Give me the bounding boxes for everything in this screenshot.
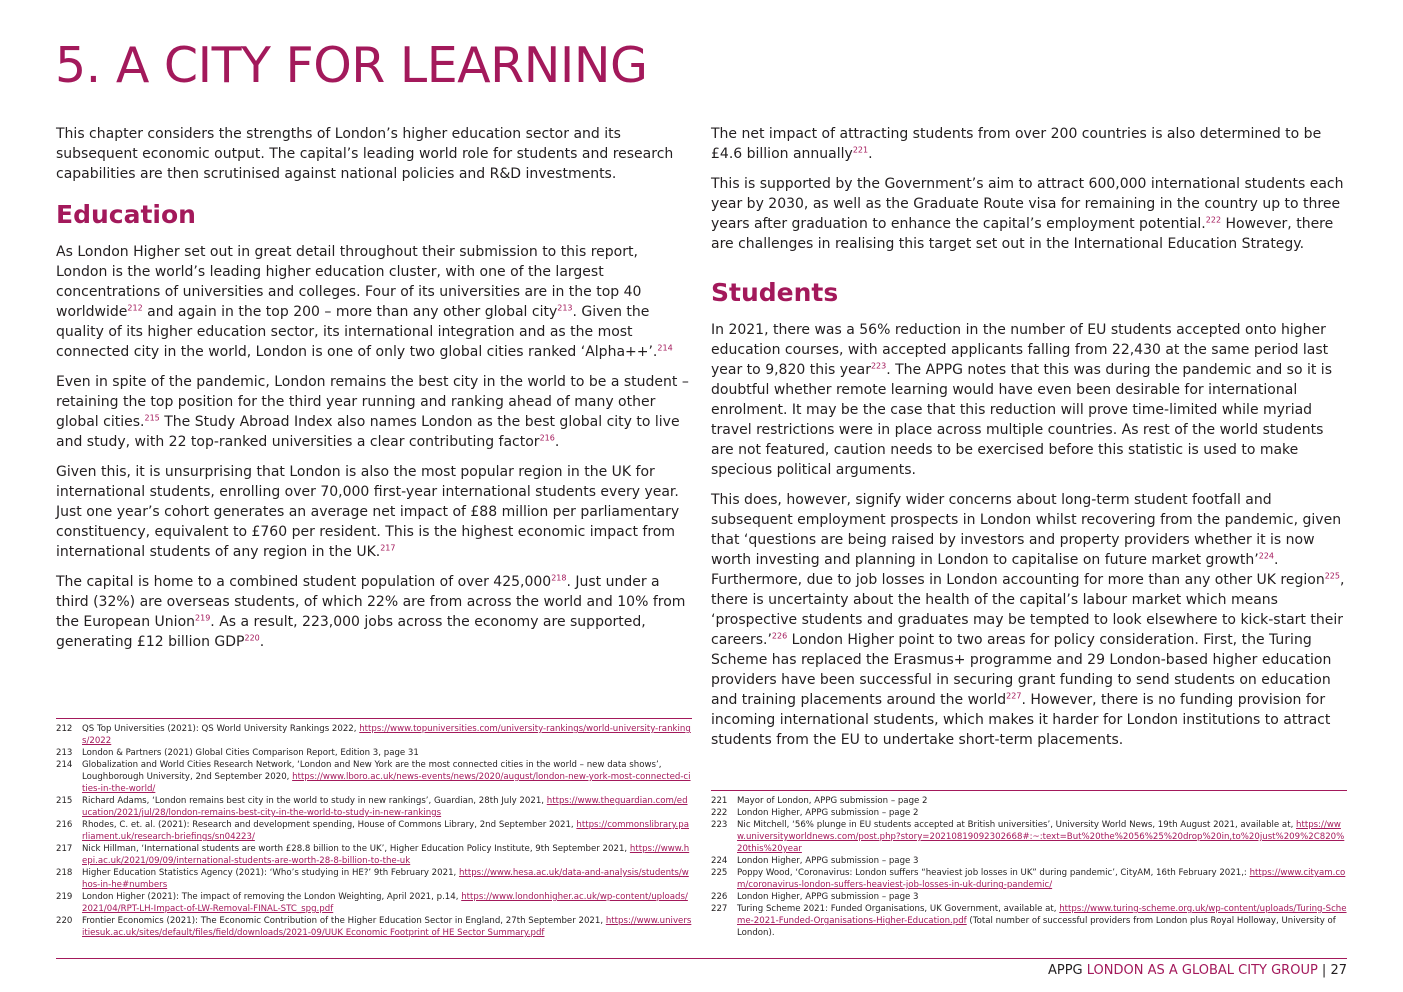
footnote-number: 212 bbox=[56, 724, 73, 734]
right-paragraph-1: The net impact of attracting students from over 200 countries is also determined to be £4.6 billion annually$^{221}$. bbox=[711, 126, 1322, 162]
footnote-link[interactable]: https://www.universitiesuk.ac.uk/sites/default/files/field/downloads/2021-09/UUK Economic Footprint of HE Sector Summary.pdf bbox=[82, 916, 692, 938]
footnote-ref[interactable]: 224 bbox=[1258, 551, 1275, 561]
footnote-ref[interactable]: 213 bbox=[557, 303, 573, 313]
footnote-link[interactable]: https://www.londonhigher.ac.uk/wp-content/uploads/2021/04/RPT-LH-Impact-of-LW-Removal-FINAL-STC_spg.pdf bbox=[82, 892, 688, 914]
footnote bbox=[711, 819, 1347, 855]
footnote-number: 219 bbox=[56, 892, 73, 902]
footnote bbox=[56, 843, 692, 867]
footnote-text: London & Partners (2021) Global Cities Comparison Report, Edition 3, page 31 bbox=[82, 748, 419, 758]
footnote-text: London Higher, APPG submission – page 2 bbox=[737, 808, 919, 818]
footnote-number: 227 bbox=[711, 904, 728, 914]
footnote bbox=[56, 915, 692, 939]
footnote-link[interactable]: https://commonslibrary.parliament.uk/research-briefings/sn04223/ bbox=[82, 820, 689, 842]
footnotes-right bbox=[711, 790, 1347, 939]
footnote-text: Globalization and World Cities Research Network, ‘London and New York are the most connected cities in the world – new data shows’, Loughborough University, 2nd September 2020, https://www.lboro.ac.uk/news-events/news/2020/august/london-new-york-most-connected-cities-in-the-world/ bbox=[82, 760, 691, 794]
footnote-text: Mayor of London, APPG submission – page 2 bbox=[737, 796, 928, 806]
footnote-ref[interactable]: 216 bbox=[539, 433, 555, 443]
footnote bbox=[711, 903, 1347, 939]
footnote-number: 213 bbox=[56, 748, 73, 758]
footnote-ref[interactable]: 219 bbox=[195, 613, 211, 623]
right-column bbox=[711, 124, 1347, 760]
footnote-text: Frontier Economics (2021): The Economic Contribution of the Higher Education Sector in England, 27th September 2021, https://www.universitiesuk.ac.uk/sites/default/files/field/downloads/2021-09/UUK Economic Footprint of HE Sector Summary.pdf bbox=[82, 916, 692, 938]
footnote bbox=[711, 891, 1347, 903]
footnote-text: Turing Scheme 2021: Funded Organisations, UK Government, available at, https://www.turing-scheme.org.uk/wp-content/uploads/Turing-Scheme-2021-Funded-Organisations-Higher-Education.pdf (Total number of successful providers from London plus Royal Holloway, University of London). bbox=[737, 904, 1347, 938]
footnote-text: Nic Mitchell, ‘56% plunge in EU students accepted at British universities’, University World News, 19th August 2021, available at, https://www.universityworldnews.com/post.php?story=20210819092302668#:~:text=But%20the%2056%25%20drop%20in,to%20just%209%2C820%20this%20year bbox=[737, 820, 1345, 854]
footnote-ref[interactable]: 214 bbox=[657, 343, 673, 353]
footnote-number: 221 bbox=[711, 796, 728, 806]
left-column bbox=[56, 124, 692, 662]
footnote bbox=[711, 795, 1347, 807]
footnote-link[interactable]: https://www.universityworldnews.com/post.php?story=20210819092302668#:~:text=But%20the%2056%25%20drop%20in,to%20just%209%2C820%20this%20year bbox=[737, 820, 1345, 854]
footnote-link[interactable]: https://www.topuniversities.com/university-rankings/world-university-rankings/2022 bbox=[82, 724, 691, 746]
footnote-ref[interactable]: 226 bbox=[771, 631, 788, 641]
footnote-link[interactable]: https://www.theguardian.com/education/2021/jul/28/london-remains-best-city-in-the-world-to-study-in-new-rankings bbox=[82, 796, 688, 818]
footnote-number: 215 bbox=[56, 796, 73, 806]
footnote-number: 214 bbox=[56, 760, 73, 770]
intro-paragraph: This chapter considers the strengths of London’s higher education sector and its subsequent economic output. The capital’s leading world role for students and research capabilities are then scrutinised against national policies and R&D investments. bbox=[56, 126, 674, 182]
footnote-number: 216 bbox=[56, 820, 73, 830]
footnote-ref[interactable]: 218 bbox=[551, 573, 567, 583]
footnote-ref[interactable]: 220 bbox=[244, 633, 260, 643]
footnote-ref[interactable]: 221 bbox=[852, 145, 869, 155]
page-footer bbox=[1048, 963, 1347, 978]
footnote-number: 217 bbox=[56, 844, 73, 854]
footnote-link[interactable]: https://www.hesa.ac.uk/data-and-analysis/students/whos-in-he#numbers bbox=[82, 868, 689, 890]
footnote-text: London Higher (2021): The impact of removing the London Weighting, April 2021, p.14, https://www.londonhigher.ac.uk/wp-content/uploads/2021/04/RPT-LH-Impact-of-LW-Removal-FINAL-STC_spg.pdf bbox=[82, 892, 688, 914]
footnote-ref[interactable]: 223 bbox=[870, 361, 887, 371]
education-paragraph-4: The capital is home to a combined student population of over 425,000$^{218}$. Just under a third (32%) are overseas students, of which 22% are from across the world and 10% from the European Union$^{219}$. As a result, 223,000 jobs across the economy are supported, generating £12 billion GDP$^{220}$. bbox=[56, 573, 686, 650]
footnote-ref[interactable]: 225 bbox=[1324, 571, 1340, 581]
page-number: 27 bbox=[1330, 963, 1347, 978]
footnote-ref[interactable]: 217 bbox=[380, 543, 396, 553]
footnote bbox=[56, 891, 692, 915]
footer-group-name: LONDON AS A GLOBAL CITY GROUP bbox=[1086, 963, 1318, 978]
footnote-text: London Higher, APPG submission – page 3 bbox=[737, 892, 919, 902]
right-paragraph-2: This is supported by the Government’s aim to attract 600,000 international students each year by 2030, as well as the Graduate Route visa for remaining in the country up to three years after graduation to enhance the capital’s employment potential.$^{222}$ However, there are challenges in realising this target set out in the International Education Strategy. bbox=[711, 176, 1344, 252]
footnote-text: London Higher, APPG submission – page 3 bbox=[737, 856, 919, 866]
footnote-number: 220 bbox=[56, 916, 73, 926]
footnotes-left bbox=[56, 718, 692, 939]
footnote bbox=[56, 819, 692, 843]
footnote bbox=[56, 795, 692, 819]
footnote-text: Rhodes, C. et. al. (2021): Research and development spending, House of Commons Library, 2nd September 2021, https://commonslibrary.parliament.uk/research-briefings/sn04223/ bbox=[82, 820, 689, 842]
footnote-number: 226 bbox=[711, 892, 728, 902]
footnote-text: Poppy Wood, ‘Coronavirus: London suffers “heaviest job losses in UK” during pandemic’, CityAM, 16th February 2021,: https://www.cityam.com/coronavirus-london-suffers-heaviest-job-losses-in-uk-during-pandemic/ bbox=[737, 868, 1346, 890]
education-paragraph-1: As London Higher set out in great detail throughout their submission to this report, London is the world’s leading higher education cluster, with one of the largest concentrations of universities and colleges. Four of its universities are in the top 40 worldwide$^{212}$ and again in the top 200 – more than any other global city$^{213}$. Given the quality of its higher education sector, its international integration and as the most connected city in the world, London is one of only two global cities ranked ‘Alpha++’.$^{214}$ bbox=[56, 244, 673, 360]
section-heading-education: Education bbox=[56, 200, 196, 229]
footer-divider bbox=[56, 958, 1347, 959]
footnote bbox=[711, 867, 1347, 891]
footnote-text: Higher Education Statistics Agency (2021): ‘Who’s studying in HE?’ 9th February 2021, https://www.hesa.ac.uk/data-and-analysis/students/whos-in-he#numbers bbox=[82, 868, 689, 890]
footnote-text: Nick Hillman, ‘International students are worth £28.8 billion to the UK’, Higher Education Policy Institute, 9th September 2021, https://www.hepi.ac.uk/2021/09/09/international-students-are-worth-28-8-billion-to-the-uk bbox=[82, 844, 690, 866]
education-paragraph-3: Given this, it is unsurprising that London is also the most popular region in the UK for international students, enrolling over 70,000 first-year international students every year. Just one year’s cohort generates an average net impact of £88 million per parliamentary constituency, equivalent to £760 per resident. This is the highest economic impact from international students of any region in the UK.$^{217}$ bbox=[56, 464, 680, 560]
footnote bbox=[56, 747, 692, 759]
section-heading-students: Students bbox=[711, 278, 839, 307]
footnote-number: 222 bbox=[711, 808, 728, 818]
footer-separator: | bbox=[1317, 963, 1331, 978]
footnote bbox=[56, 867, 692, 891]
footnote-ref[interactable]: 212 bbox=[127, 303, 143, 313]
footnote-number: 225 bbox=[711, 868, 728, 878]
education-paragraph-2: Even in spite of the pandemic, London remains the best city in the world to be a student – retaining the top position for the third year running and ranking ahead of many other global cities.$^{215}$ The Study Abroad Index also names London as the best global city to live and study, with 22 top-ranked universities a clear contributing factor$^{216}$. bbox=[56, 374, 689, 450]
students-paragraph-2: This does, however, signify wider concerns about long-term student footfall and subsequent employment prospects in London whilst recovering from the pandemic, given that ‘questions are being raised by investors and property providers whether it is now worth investing and planning in London to capitalise on future market growth’$^{224}$. Furthermore, due to job losses in London accounting for more than any other UK region$^{225}$, there is uncertainty about the health of the capital’s labour market which means ‘prospective students and graduates may be tempted to look elsewhere to kick-start their careers.’$^{226}$ London Higher point to two areas for policy consideration. First, the Turing Scheme has replaced the Erasmus+ programme and 29 London-based higher education providers have been successful in securing grant funding to send students on education and training placements around the world$^{227}$. However, there is no funding provision for incoming international students, which makes it harder for London institutions to attract students from the EU to undertake short-term placements. bbox=[711, 492, 1345, 748]
footnote-link[interactable]: https://www.turing-scheme.org.uk/wp-content/uploads/Turing-Scheme-2021-Funded-Organisations-Higher-Education.pdf bbox=[737, 904, 1347, 926]
students-paragraph-1: In 2021, there was a 56% reduction in the number of EU students accepted onto higher education courses, with accepted applicants falling from 22,430 at the same period last year to 9,820 this year$^{223}$. The APPG notes that this was during the pandemic and so it is doubtful whether remote learning would have even been desirable for international enrolment. It may be the case that this reduction will prove time-limited while myriad travel restrictions were in place across multiple countries. As rest of the world students are not featured, caution needs to be exercised before this statistic is used to make specious political arguments. bbox=[711, 322, 1332, 478]
page-title: 5. A CITY FOR LEARNING bbox=[55, 37, 648, 94]
footer-prefix: APPG bbox=[1047, 963, 1087, 978]
footnote-ref[interactable]: 222 bbox=[1205, 215, 1222, 225]
footnote-number: 223 bbox=[711, 820, 728, 830]
footnote-ref[interactable]: 227 bbox=[1006, 691, 1022, 701]
footnote-ref[interactable]: 215 bbox=[144, 413, 160, 423]
footnote-text: Richard Adams, ‘London remains best city in the world to study in new rankings’, Guardian, 28th July 2021, https://www.theguardian.com/education/2021/jul/28/london-remains-best-city-in-the-world-to-study-in-new-rankings bbox=[82, 796, 688, 818]
footnote bbox=[711, 855, 1347, 867]
footnote bbox=[711, 807, 1347, 819]
footnote-link[interactable]: https://www.lboro.ac.uk/news-events/news/2020/august/london-new-york-most-connected-cities-in-the-world/ bbox=[82, 772, 691, 794]
footnote-text: QS Top Universities (2021): QS World University Rankings 2022, https://www.topuniversities.com/university-rankings/world-university-rankings/2022 bbox=[82, 724, 691, 746]
footnote-number: 224 bbox=[711, 856, 728, 866]
footnote bbox=[56, 723, 692, 747]
footnote-number: 218 bbox=[56, 868, 73, 878]
footnote bbox=[56, 759, 692, 795]
footnote-link[interactable]: https://www.hepi.ac.uk/2021/09/09/international-students-are-worth-28-8-billion-to-the-uk bbox=[82, 844, 690, 866]
footnote-link[interactable]: https://www.cityam.com/coronavirus-london-suffers-heaviest-job-losses-in-uk-during-pandemic/ bbox=[737, 868, 1346, 890]
